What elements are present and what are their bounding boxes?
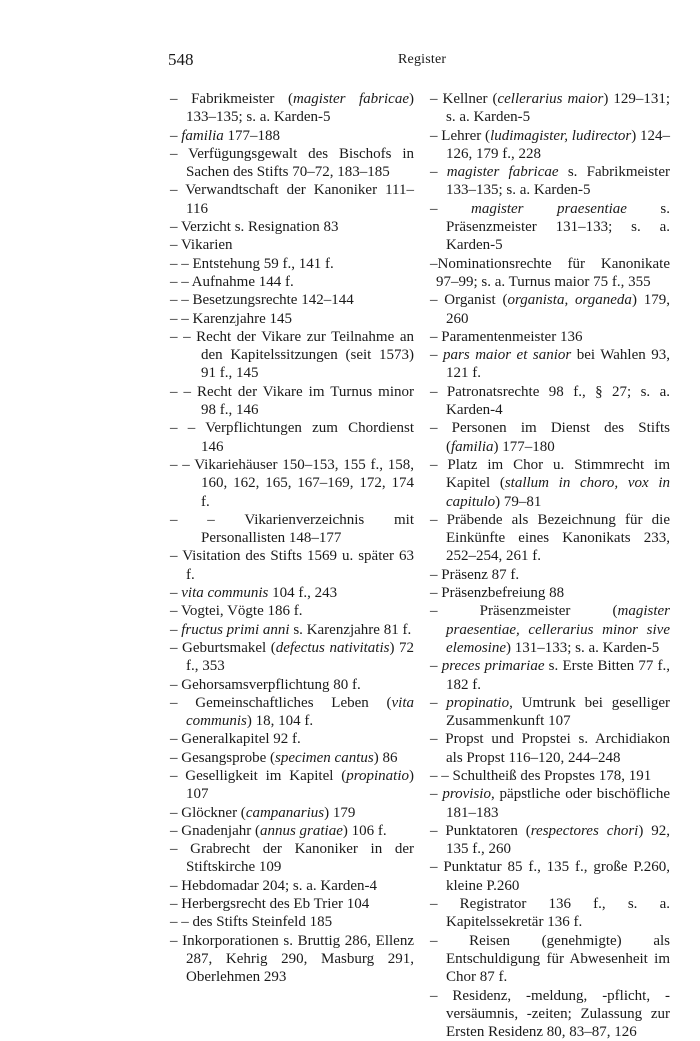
latin-term: familia (181, 127, 224, 144)
index-entry (430, 822, 670, 859)
latin-term: ludimagister, ludirector (490, 127, 632, 144)
index-entry (170, 145, 414, 182)
entry-text: – (170, 127, 182, 144)
entry-text: – Paramentenmeister 136 (430, 328, 583, 345)
index-entry (170, 419, 414, 456)
latin-term: preces primariae (441, 658, 545, 675)
index-entry (430, 511, 670, 566)
entry-text: – Hebdomadar 204; s. a. Karden-4 (170, 877, 378, 894)
latin-term: stallum in choro, vox in capitulo (446, 475, 670, 510)
entry-text: – Präsenz 87 f. (430, 566, 520, 583)
latin-term: propinatio (346, 767, 409, 784)
index-entry (170, 273, 414, 291)
index-entry (430, 163, 670, 200)
entry-text: –Nominationsrechte für Kanonikate 97–99; s. a. Turnus maior 75 f., 355 (430, 255, 670, 290)
entry-text: – – Vikariehäuser 150–153, 155 f., 158, 160, 162, 165, 167–169, 172, 174 f. (170, 456, 414, 510)
index-entry (170, 767, 414, 804)
index-entry (430, 657, 670, 694)
entry-text: – – Besetzungsrechte 142–144 (170, 292, 354, 309)
latin-term: specimen cantus (274, 749, 374, 766)
index-entry (430, 456, 670, 511)
entry-text: – Residenz, -meldung, -pflicht, -versäumnis, -zeiten; Zulassung zur Ersten Residenz 80, 83–87, 126 (430, 987, 670, 1041)
latin-term: fructus primi anni (181, 621, 290, 638)
entry-text: – Punktatoren ( (430, 822, 531, 839)
entry-text: – (170, 621, 182, 638)
entry-text: ) 92, 135 f., 260 (446, 822, 670, 858)
index-entry (430, 383, 670, 420)
index-entry (170, 840, 414, 877)
latin-term: magister praesentiae (470, 200, 627, 217)
entry-text: – Gemeinschaftliches Leben ( (170, 694, 392, 711)
entry-text: – – Aufnahme 144 f. (170, 273, 294, 290)
entry-text: – (430, 200, 471, 217)
running-head: Register (398, 52, 447, 67)
entry-text: 177–188 (223, 127, 281, 144)
index-entry (430, 255, 670, 292)
entry-text: – Lehrer ( (430, 127, 491, 144)
entry-text: – (170, 585, 182, 602)
entry-text: – (430, 658, 442, 675)
entry-text: – Vogtei, Vögte 186 f. (170, 603, 303, 620)
index-entry (430, 328, 670, 346)
latin-term: magister fabricae (292, 91, 409, 107)
page-number: 548 (168, 50, 194, 69)
index-entry (430, 932, 670, 987)
entry-text: ) 131–133; s. a. Karden-5 (505, 639, 660, 656)
entry-text: – (430, 786, 443, 803)
entry-text: – (430, 164, 447, 181)
index-entry (430, 730, 670, 767)
entry-text: – Vikarien (170, 237, 233, 254)
index-entry (170, 822, 414, 840)
entry-text: – Inkorporationen s. Bruttig 286, Ellenz 287, Kehrig 290, Masburg 291, Oberlehmen 293 (170, 932, 414, 986)
index-entry (430, 346, 670, 383)
latin-term: cellerarius maior (497, 91, 604, 107)
index-entry (430, 584, 670, 602)
entry-text: – Patronatsrechte 98 f., § 27; s. a. Karden-4 (430, 383, 670, 419)
index-entry (170, 511, 414, 548)
entry-text: – Organist ( (430, 292, 508, 309)
index-entry (170, 255, 414, 273)
entry-text: bei Wahlen 93, 121 f. (446, 347, 671, 382)
entry-text: – Herbergsrecht des Eb Trier 104 (170, 896, 370, 913)
entry-text: ) 179 (324, 804, 356, 821)
index-entry (430, 602, 670, 657)
entry-text: – – Schultheiß des Propstes 178, 191 (430, 767, 652, 784)
index-entry (170, 602, 414, 620)
index-entry (170, 694, 414, 731)
index-entry (170, 127, 414, 145)
index-entry (170, 291, 414, 309)
entry-text: s. Präsenzmeister 131–133; s. a. Karden-5 (446, 200, 671, 254)
latin-term: defectus nativitatis (275, 639, 390, 656)
index-entry (170, 730, 414, 748)
index-entry (430, 785, 670, 822)
entry-text: – Glöckner ( (170, 804, 246, 821)
index-entry (170, 547, 414, 584)
index-column-left (170, 90, 414, 987)
entry-text: – Präsenzmeister ( (430, 603, 618, 620)
latin-term: respectores chori (530, 822, 639, 839)
entry-text: , Umtrunk bei geselliger Zusammenkunft 107 (446, 694, 671, 730)
entry-text: – Präbende als Bezeichnung für die Einkünfte eines Kanonikats 233, 252–254, 261 f. (430, 511, 670, 565)
entry-text: ) 177–180 (493, 438, 555, 455)
latin-term: propinatio (446, 694, 510, 711)
entry-text: – – Entstehung 59 f., 141 f. (170, 255, 334, 272)
entry-text: – Gesangsprobe ( (170, 749, 275, 766)
index-entry (170, 383, 414, 420)
entry-text: – – Karenzjahre 145 (170, 310, 293, 327)
index-entry (430, 90, 670, 127)
latin-term: provisio (442, 786, 491, 803)
entry-text: – Verwandtschaft der Kanoniker 111–116 (170, 182, 414, 217)
entry-text: – Fabrikmeister ( (170, 91, 293, 107)
index-entry (430, 566, 670, 584)
entry-text: – Geburtsmakel ( (170, 639, 276, 656)
index-entry (170, 639, 414, 676)
entry-text: ) 72 f., 353 (186, 639, 414, 675)
index-entry (430, 694, 670, 731)
index-entry (170, 584, 414, 602)
entry-text: ) 124–126, 179 f., 228 (446, 127, 671, 162)
index-entry (430, 200, 670, 255)
entry-text: ) 86 (373, 749, 398, 766)
entry-text: – Personen im Dienst des Stifts ( (430, 420, 670, 455)
entry-text: – (430, 347, 444, 364)
index-entry (170, 804, 414, 822)
entry-text: – Punktatur 85 f., 135 f., große P.260, kleine P.260 (430, 859, 670, 894)
entry-text: – – Vikarienverzeichnis mit Personallisten 148–177 (170, 511, 414, 547)
index-entry (430, 291, 670, 328)
index-entry (170, 749, 414, 767)
entry-text: ) 133–135; s. a. Karden-5 (186, 91, 414, 126)
entry-text: – Registrator 136 f., s. a. Kapitelssekretär 136 f. (430, 896, 670, 931)
index-entry (170, 218, 414, 236)
latin-term: vita communis (181, 585, 269, 602)
entry-text: s. Karenzjahre 81 f. (289, 621, 412, 638)
index-entry (430, 127, 670, 164)
latin-term: organista, organeda (507, 292, 632, 309)
index-entry (170, 456, 414, 511)
index-column-right (430, 90, 670, 1041)
entry-text: – Verzicht s. Resignation 83 (170, 219, 339, 236)
entry-text: ) 107 (186, 767, 414, 803)
latin-term: pars maior et sanior (443, 347, 572, 364)
entry-text: ) 79–81 (495, 493, 542, 510)
index-entry (430, 987, 670, 1041)
index-entry (170, 181, 414, 218)
entry-text: – Kellner ( (430, 91, 498, 107)
index-entry (170, 895, 414, 913)
entry-text: – – Recht der Vikare im Turnus minor 98 f., 146 (170, 383, 414, 419)
index-entry (430, 767, 670, 785)
latin-term: vita communis (186, 694, 414, 730)
entry-text: , päpstliche oder bischöfliche 181–183 (446, 786, 671, 821)
entry-text: ) 129–131; s. a. Karden-5 (446, 91, 670, 126)
entry-text: – – Recht der Vikare zur Teilnahme an den Kapitelssitzungen (seit 1573) 91 f., 145 (170, 328, 414, 382)
index-entry (170, 932, 414, 987)
index-entry (170, 90, 414, 127)
index-entry (170, 913, 414, 931)
entry-text: – Generalkapitel 92 f. (170, 731, 301, 748)
entry-text: – Gehorsamsverpflichtung 80 f. (170, 676, 361, 693)
index-entry (170, 328, 414, 383)
entry-text: ) 106 f. (342, 822, 387, 839)
entry-text: – – des Stifts Steinfeld 185 (170, 914, 333, 931)
entry-text: – (430, 694, 447, 711)
latin-term: magister fabricae (446, 164, 559, 181)
latin-term: familia (451, 438, 494, 455)
entry-text: s. Erste Bitten 77 f., 182 f. (446, 658, 671, 693)
entry-text: – Präsenzbefreiung 88 (430, 585, 565, 602)
entry-text: – Gnadenjahr ( (170, 822, 260, 839)
index-entry (170, 877, 414, 895)
entry-text: ) 18, 104 f. (246, 713, 314, 730)
entry-text: – Propst und Propstei s. Archidiakon als Propst 116–120, 244–248 (430, 731, 670, 766)
index-entry (170, 621, 414, 639)
entry-text: – Grabrecht der Kanoniker in der Stiftskirche 109 (170, 841, 414, 876)
entry-text: ) 179, 260 (446, 292, 670, 327)
entry-text: – Reisen (genehmigte) als Entschuldigung für Abwesenheit im Chor 87 f. (430, 932, 670, 986)
entry-text: s. Fabrikmeister 133–135; s. a. Karden-5 (446, 164, 670, 199)
latin-term: annus gratiae (259, 822, 343, 839)
index-entry (170, 676, 414, 694)
entry-text: – Visitation des Stifts 1569 u. später 63 f. (170, 548, 414, 583)
entry-text: – Geselligkeit im Kapitel ( (170, 767, 347, 784)
latin-term: magister praesentiae, cellerarius minor sive elemosine (446, 603, 670, 656)
latin-term: campanarius (245, 804, 325, 821)
index-entry (170, 310, 414, 328)
index-entry (430, 858, 670, 895)
entry-text: 104 f., 243 (268, 585, 338, 602)
index-entry (170, 236, 414, 254)
entry-text: – – Verpflichtungen zum Chordienst 146 (170, 420, 414, 455)
index-entry (430, 419, 670, 456)
entry-text: – Verfügungsgewalt des Bischofs in Sachen des Stifts 70–72, 183–185 (170, 145, 414, 181)
entry-text: – Platz im Chor u. Stimmrecht im Kapitel ( (430, 456, 670, 492)
index-entry (430, 895, 670, 932)
